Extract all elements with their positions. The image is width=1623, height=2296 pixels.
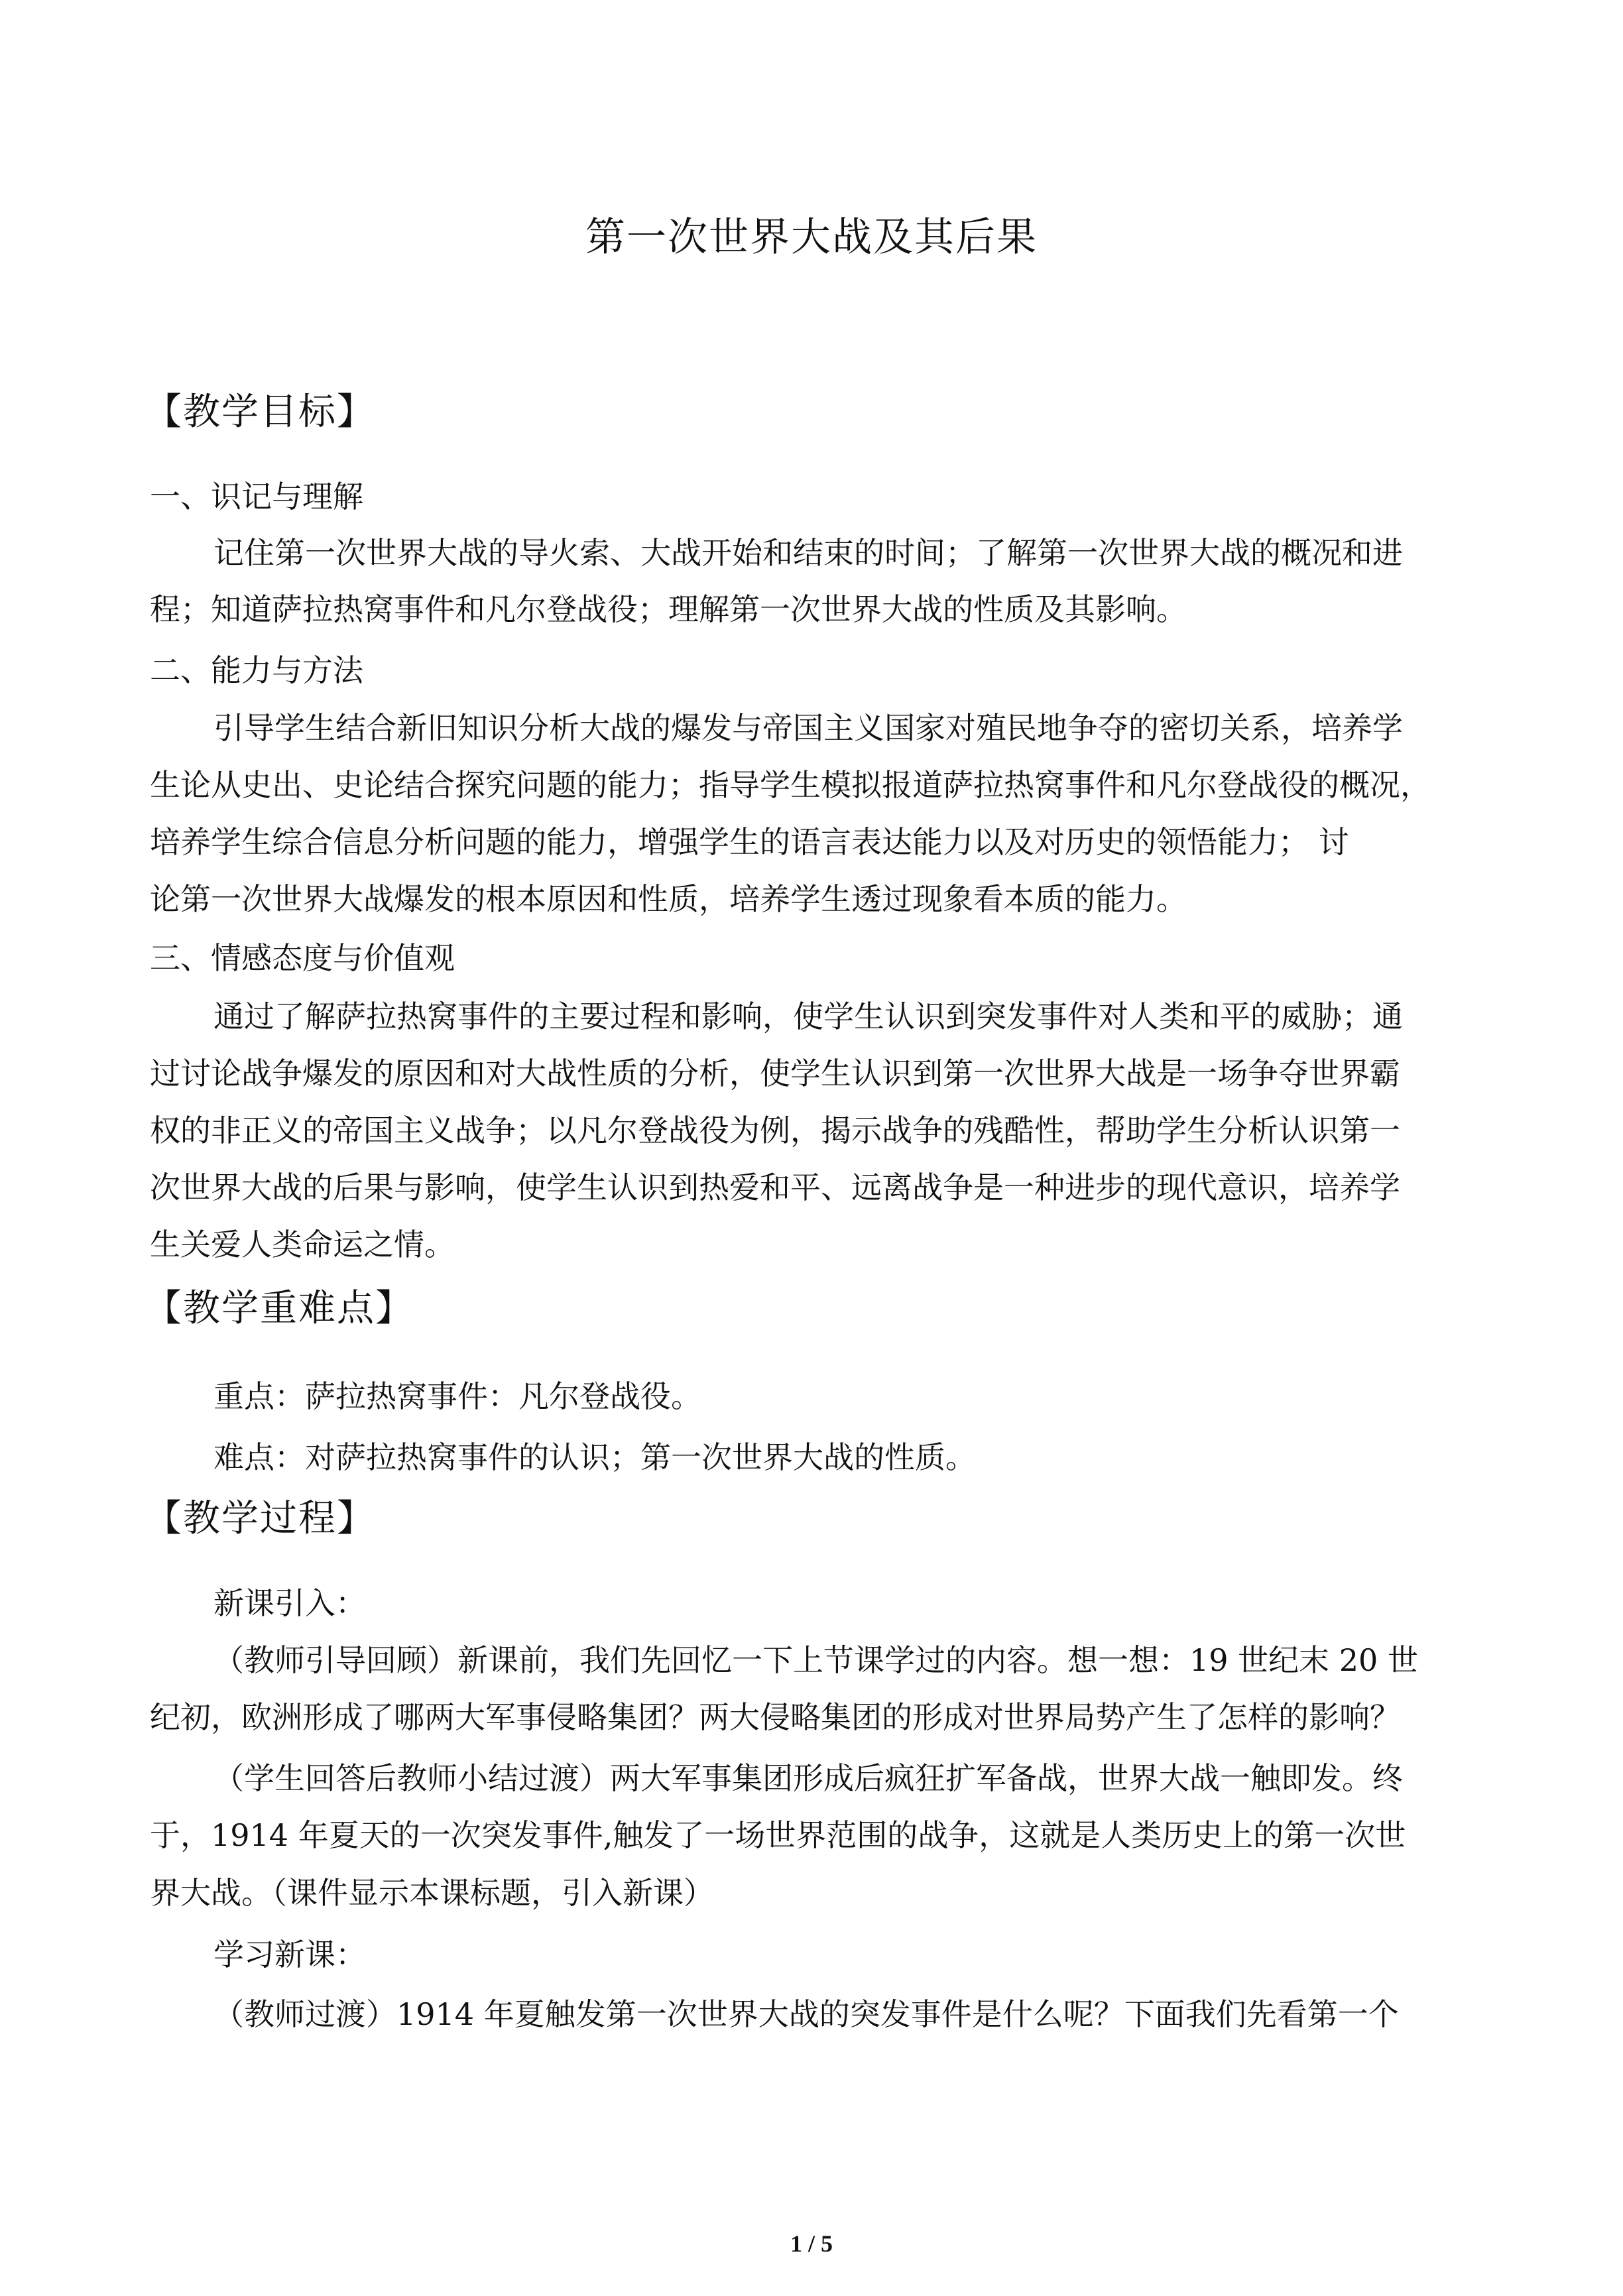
paragraph-line: 引导学生结合新旧知识分析大战的爆发与帝国主义国家对殖民地争夺的密切关系，培养学 [213, 710, 1403, 746]
key-point-focus: 重点：萨拉热窝事件：凡尔登战役。 [213, 1378, 701, 1414]
paragraph-line: 论第一次世界大战爆发的根本原因和性质，培养学生透过现象看本质的能力。 [150, 881, 1187, 917]
paragraph-line: 通过了解萨拉热窝事件的主要过程和影响，使学生认识到突发事件对人类和平的威胁；通 [213, 998, 1403, 1034]
page-number: 1 / 5 [790, 2230, 833, 2257]
paragraph-line: （教师过渡）1914 年夏触发第一次世界大战的突发事件是什么呢？下面我们先看第一个 [213, 1996, 1399, 2032]
paragraph-line: 程；知道萨拉热窝事件和凡尔登战役；理解第一次世界大战的性质及其影响。 [150, 591, 1187, 627]
intro-label: 新课引入： [213, 1585, 366, 1621]
paragraph-line: 纪初，欧洲形成了哪两大军事侵略集团？两大侵略集团的形成对世界局势产生了怎样的影响？ [150, 1699, 1400, 1735]
paragraph-line: 生关爱人类命运之情。 [150, 1227, 455, 1262]
paragraph-line: 次世界大战的后果与影响，使学生认识到热爱和平、远离战争是一种进步的现代意识，培养学 [150, 1170, 1400, 1205]
section-title-values: 三、情感态度与价值观 [150, 940, 455, 976]
paragraph-line: 过讨论战争爆发的原因和对大战性质的分析，使学生认识到第一次世界大战是一场争夺世界霸 [150, 1056, 1400, 1091]
paragraph-line: 界大战。（课件显示本课标题，引入新课） [150, 1875, 714, 1911]
paragraph-line: （学生回答后教师小结过渡）两大军事集团形成后疯狂扩军备战，世界大战一触即发。终 [213, 1760, 1403, 1796]
new-lesson-label: 学习新课： [213, 1937, 366, 1972]
paragraph-line: 记住第一次世界大战的导火索、大战开始和结束的时间；了解第一次世界大战的概况和进 [213, 535, 1403, 571]
heading-key-points: 【教学重难点】 [145, 1287, 414, 1330]
paragraph-line: 权的非正义的帝国主义战争；以凡尔登战役为例，揭示战争的残酷性，帮助学生分析认识第一 [150, 1113, 1400, 1148]
paragraph-line: 培养学生综合信息分析问题的能力，增强学生的语言表达能力以及对历史的领悟能力； 讨 [150, 824, 1349, 860]
document-title: 第一次世界大战及其后果 [585, 214, 1038, 261]
heading-process: 【教学过程】 [145, 1497, 375, 1540]
paragraph-line: 生论从史出、史论结合探究问题的能力；指导学生模拟报道萨拉热窝事件和凡尔登战役的概况， [150, 767, 1431, 803]
paragraph-line: （教师引导回顾）新课前，我们先回忆一下上节课学过的内容。想一想：19 世纪末 20 世 [213, 1642, 1418, 1678]
heading-objectives: 【教学目标】 [145, 391, 375, 434]
key-point-difficulty: 难点：对萨拉热窝事件的认识；第一次世界大战的性质。 [213, 1439, 976, 1475]
section-title-recall: 一、识记与理解 [150, 479, 363, 514]
paragraph-line: 于，1914 年夏天的一次突发事件,触发了一场世界范围的战争，这就是人类历史上的第一次世 [150, 1817, 1406, 1853]
section-title-ability: 二、能力与方法 [150, 652, 363, 688]
